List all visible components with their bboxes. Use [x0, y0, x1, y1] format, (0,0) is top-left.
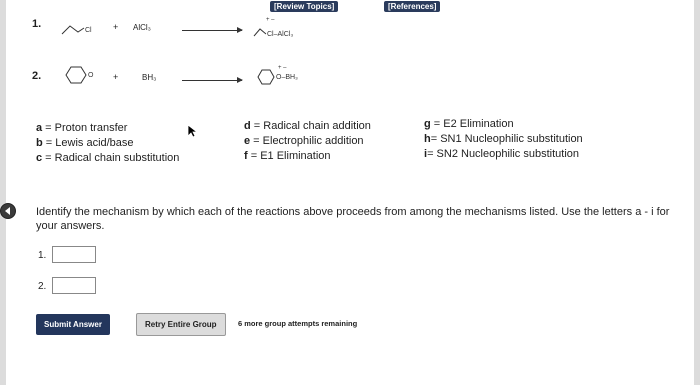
references-link[interactable]: [References] [384, 1, 440, 12]
ether-borane-adduct-structure [256, 62, 326, 88]
question-prompt: Identify the mechanism by which each of the reactions above proceeds from among the mechanisms listed. Use the letters a - i for your answers. [36, 206, 670, 232]
answer-2-input[interactable] [52, 277, 96, 294]
reaction-2-reagent: BH₃ [142, 73, 157, 82]
collapse-arrow-icon[interactable] [0, 203, 16, 219]
attempts-remaining-text: 6 more group attempts remaining [238, 319, 358, 328]
question-panel [6, 0, 694, 385]
reaction-1-reagent: AlCl₃ [133, 23, 151, 32]
svg-text:+ –: + – [278, 65, 287, 71]
submit-answer-button[interactable]: Submit Answer [36, 314, 110, 335]
legend-item-b: b = Lewis acid/base [36, 137, 134, 149]
plus-sign: + [113, 72, 119, 82]
svg-text:+ –: + – [266, 17, 275, 23]
retry-entire-group-button[interactable]: Retry Entire Group [136, 313, 226, 336]
tetrahydrofuran-structure [62, 64, 102, 86]
legend-item-d: d = Radical chain addition [244, 120, 371, 132]
review-topics-link[interactable]: [Review Topics] [270, 1, 338, 12]
mechanism-legend-col2 [244, 119, 371, 164]
svg-text:O: O [88, 72, 94, 79]
legend-item-f: f = E1 Elimination [244, 150, 331, 162]
legend-item-i: i= SN2 Nucleophilic substitution [424, 148, 580, 160]
ethyl-chloride-structure [60, 22, 102, 36]
svg-text:Cl: Cl [85, 27, 92, 34]
chloronium-aluminate-structure [252, 14, 322, 40]
svg-text:O–BH₃: O–BH₃ [276, 74, 298, 81]
legend-item-g: g = E2 Elimination [424, 118, 514, 130]
mouse-cursor-icon [187, 124, 197, 138]
legend-item-a: a = Proton transfer [36, 122, 128, 134]
reaction-1-number: 1. [32, 18, 42, 30]
answer-2-label: 2. [38, 281, 47, 292]
top-bar [6, 0, 694, 14]
answer-1-label: 1. [38, 250, 47, 261]
mechanism-legend-col1 [36, 121, 179, 166]
legend-item-e: e = Electrophilic addition [244, 135, 364, 147]
reaction-arrow [182, 30, 242, 31]
mechanism-legend-col3 [424, 117, 583, 162]
legend-item-h: h= SN1 Nucleophilic substitution [424, 133, 583, 145]
answer-1-input[interactable] [52, 246, 96, 263]
svg-text:Cl–AlCl₃: Cl–AlCl₃ [267, 31, 294, 38]
reaction-2-number: 2. [32, 70, 42, 82]
plus-sign: + [113, 22, 119, 32]
legend-item-c: c = Radical chain substitution [36, 152, 180, 164]
reaction-arrow [182, 80, 242, 81]
